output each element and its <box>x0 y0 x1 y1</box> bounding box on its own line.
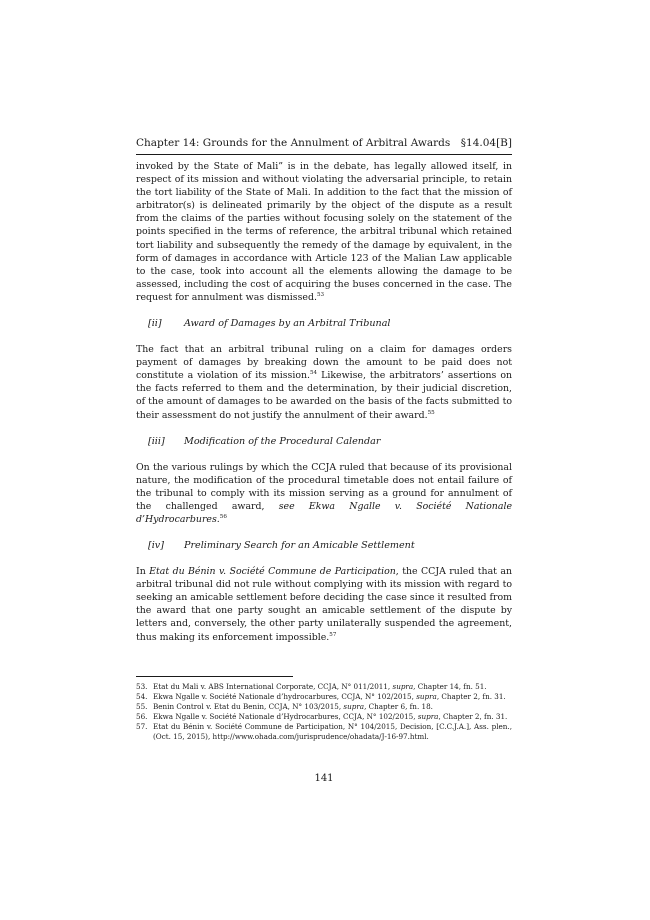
footnote <box>136 692 512 702</box>
italic-text: Etat du Bénin v. Société Commune de Participation <box>149 566 396 578</box>
footnote-text <box>153 712 512 722</box>
text-run: The fact that an arbitral tribunal ruling on a claim for damages orders payment of damages by breaking down the amount to be paid does not constitute a violation of its mission. <box>136 344 512 382</box>
section-number: [iv] <box>148 540 164 552</box>
footnote-number: 54. <box>136 691 148 701</box>
italic-text: supra <box>417 711 439 721</box>
italic-text: supra <box>343 701 365 711</box>
footnote-number: 55. <box>136 701 148 711</box>
section-heading <box>136 539 512 552</box>
section-number: [iii] <box>148 435 165 447</box>
footnote-number: 57. <box>136 721 148 731</box>
footnote-text <box>153 692 512 702</box>
footnote <box>136 682 512 692</box>
chapter-title: Chapter 14: Grounds for the Annulment of Arbitral Awards <box>136 137 451 149</box>
footnote <box>136 722 512 742</box>
text-run: Etat du Mali v. ABS International Corporate, CCJA, N° 011/2011, <box>153 682 393 691</box>
footnote-text <box>153 722 512 742</box>
footnote-text <box>153 702 512 712</box>
footnote-text <box>153 682 512 692</box>
text-run: , Chapter 2, fn. 31. <box>436 691 506 701</box>
section-title: Preliminary Search for an Amicable Settlement <box>184 540 415 552</box>
footnote-reference: 57 <box>329 631 337 638</box>
text-run: , Chapter 2, fn. 31. <box>438 711 508 721</box>
section-title: Award of Damages by an Arbitral Tribunal <box>184 318 391 330</box>
header-rule <box>136 154 512 155</box>
section-heading <box>136 435 512 448</box>
running-header <box>136 137 512 150</box>
footnote-number: 53. <box>136 682 148 691</box>
section-title: Modification of the Procedural Calendar <box>184 435 381 447</box>
text-run: Benin Control v. Etat du Benin, CCJA, N° 103/2015, <box>153 701 344 711</box>
text-run: Etat du Bénin v. Société Commune de Participation, N° 104/2015, Decision, [C.C.J.A.], Ass. plen., (Oct. 15, 2015), http://www.ohada.com/jurisprudence/ohadata/J-16-97.html. <box>153 721 512 741</box>
footnote-number: 56. <box>136 711 148 721</box>
footnote-separator <box>136 676 293 677</box>
text-run: Likewise, the arbitrators’ assertions on the facts referred to them and the determination, by their judicial discretion, of the amount of damages to be awarded on the basis of the facts submitted to their assessment do not justify the annulment of their award. <box>136 370 513 421</box>
footnotes <box>136 682 512 741</box>
footnote-reference: 55 <box>427 409 435 416</box>
paragraph <box>136 160 512 304</box>
section-reference: §14.04[B] <box>460 137 512 149</box>
italic-text: see Ekwa Ngalle v. Société Nationale d’Hydrocarbures <box>136 500 512 525</box>
footnote-reference: 53 <box>316 291 325 298</box>
paragraph <box>136 343 512 422</box>
section-number: [ii] <box>148 318 162 330</box>
text-run: Ekwa Ngalle v. Société Nationale d’Hydrocarbures, CCJA, N° 102/2015, <box>153 711 418 721</box>
text-run: , Chapter 6, fn. 18. <box>364 701 433 711</box>
paragraph <box>136 461 512 526</box>
footnote <box>136 702 512 712</box>
footnote <box>136 712 512 722</box>
text-run: , the CCJA ruled that an arbitral tribunal did not rule without complying with its mission with regard to seeking an amicable settlement before deciding the case since it resulted from the award that one party sought an amicable settlement of the dispute by letters and, conversely, the other party unilaterally suspended the agreement, thus making its enforcement impossible. <box>136 566 512 643</box>
text-run: Ekwa Ngalle v. Société Nationale d’hydrocarbures, CCJA, N° 102/2015, <box>153 691 417 701</box>
text-run: invoked by the State of Mali” is in the debate, has legally allowed itself, in respect of its mission and without violating the adversarial principle, to retain the tort liability of the State of Mali. In addition to the fact that the mission of arbitrator(s) is delineated primarily by the object of the dispute as a result from the claims of the parties without focusing solely on the statement of the points specified in the terms of reference, the arbitral tribunal which retained tort liability and subsequently the remedy of the damage by equivalent, in the form of damages in accordance with Article 123 of the Malian Law applicable to the case, took into account all the elements allowing the damage to be assessed, including the cost of acquiring the buses concerned in the case. The request for annulment was dismissed. <box>136 161 512 303</box>
body-text <box>136 160 512 644</box>
paragraph <box>136 565 512 644</box>
text-run: , Chapter 14, fn. 51. <box>413 682 487 691</box>
text-run: On the various rulings by which the CCJA ruled that because of its provisional nature, the modification of the procedural timetable does not entail failure of the tribunal to comply with its mission serving as a ground for annulment of the challenged award, <box>136 461 512 512</box>
footnote-reference: 56 <box>219 513 227 520</box>
section-heading <box>136 317 512 330</box>
text-run: . <box>216 513 220 525</box>
footnote-reference: 54 <box>310 370 318 377</box>
text-run: In <box>136 566 150 578</box>
page-number: 141 <box>314 773 334 784</box>
italic-text: supra <box>416 691 437 701</box>
italic-text: supra <box>392 682 414 691</box>
